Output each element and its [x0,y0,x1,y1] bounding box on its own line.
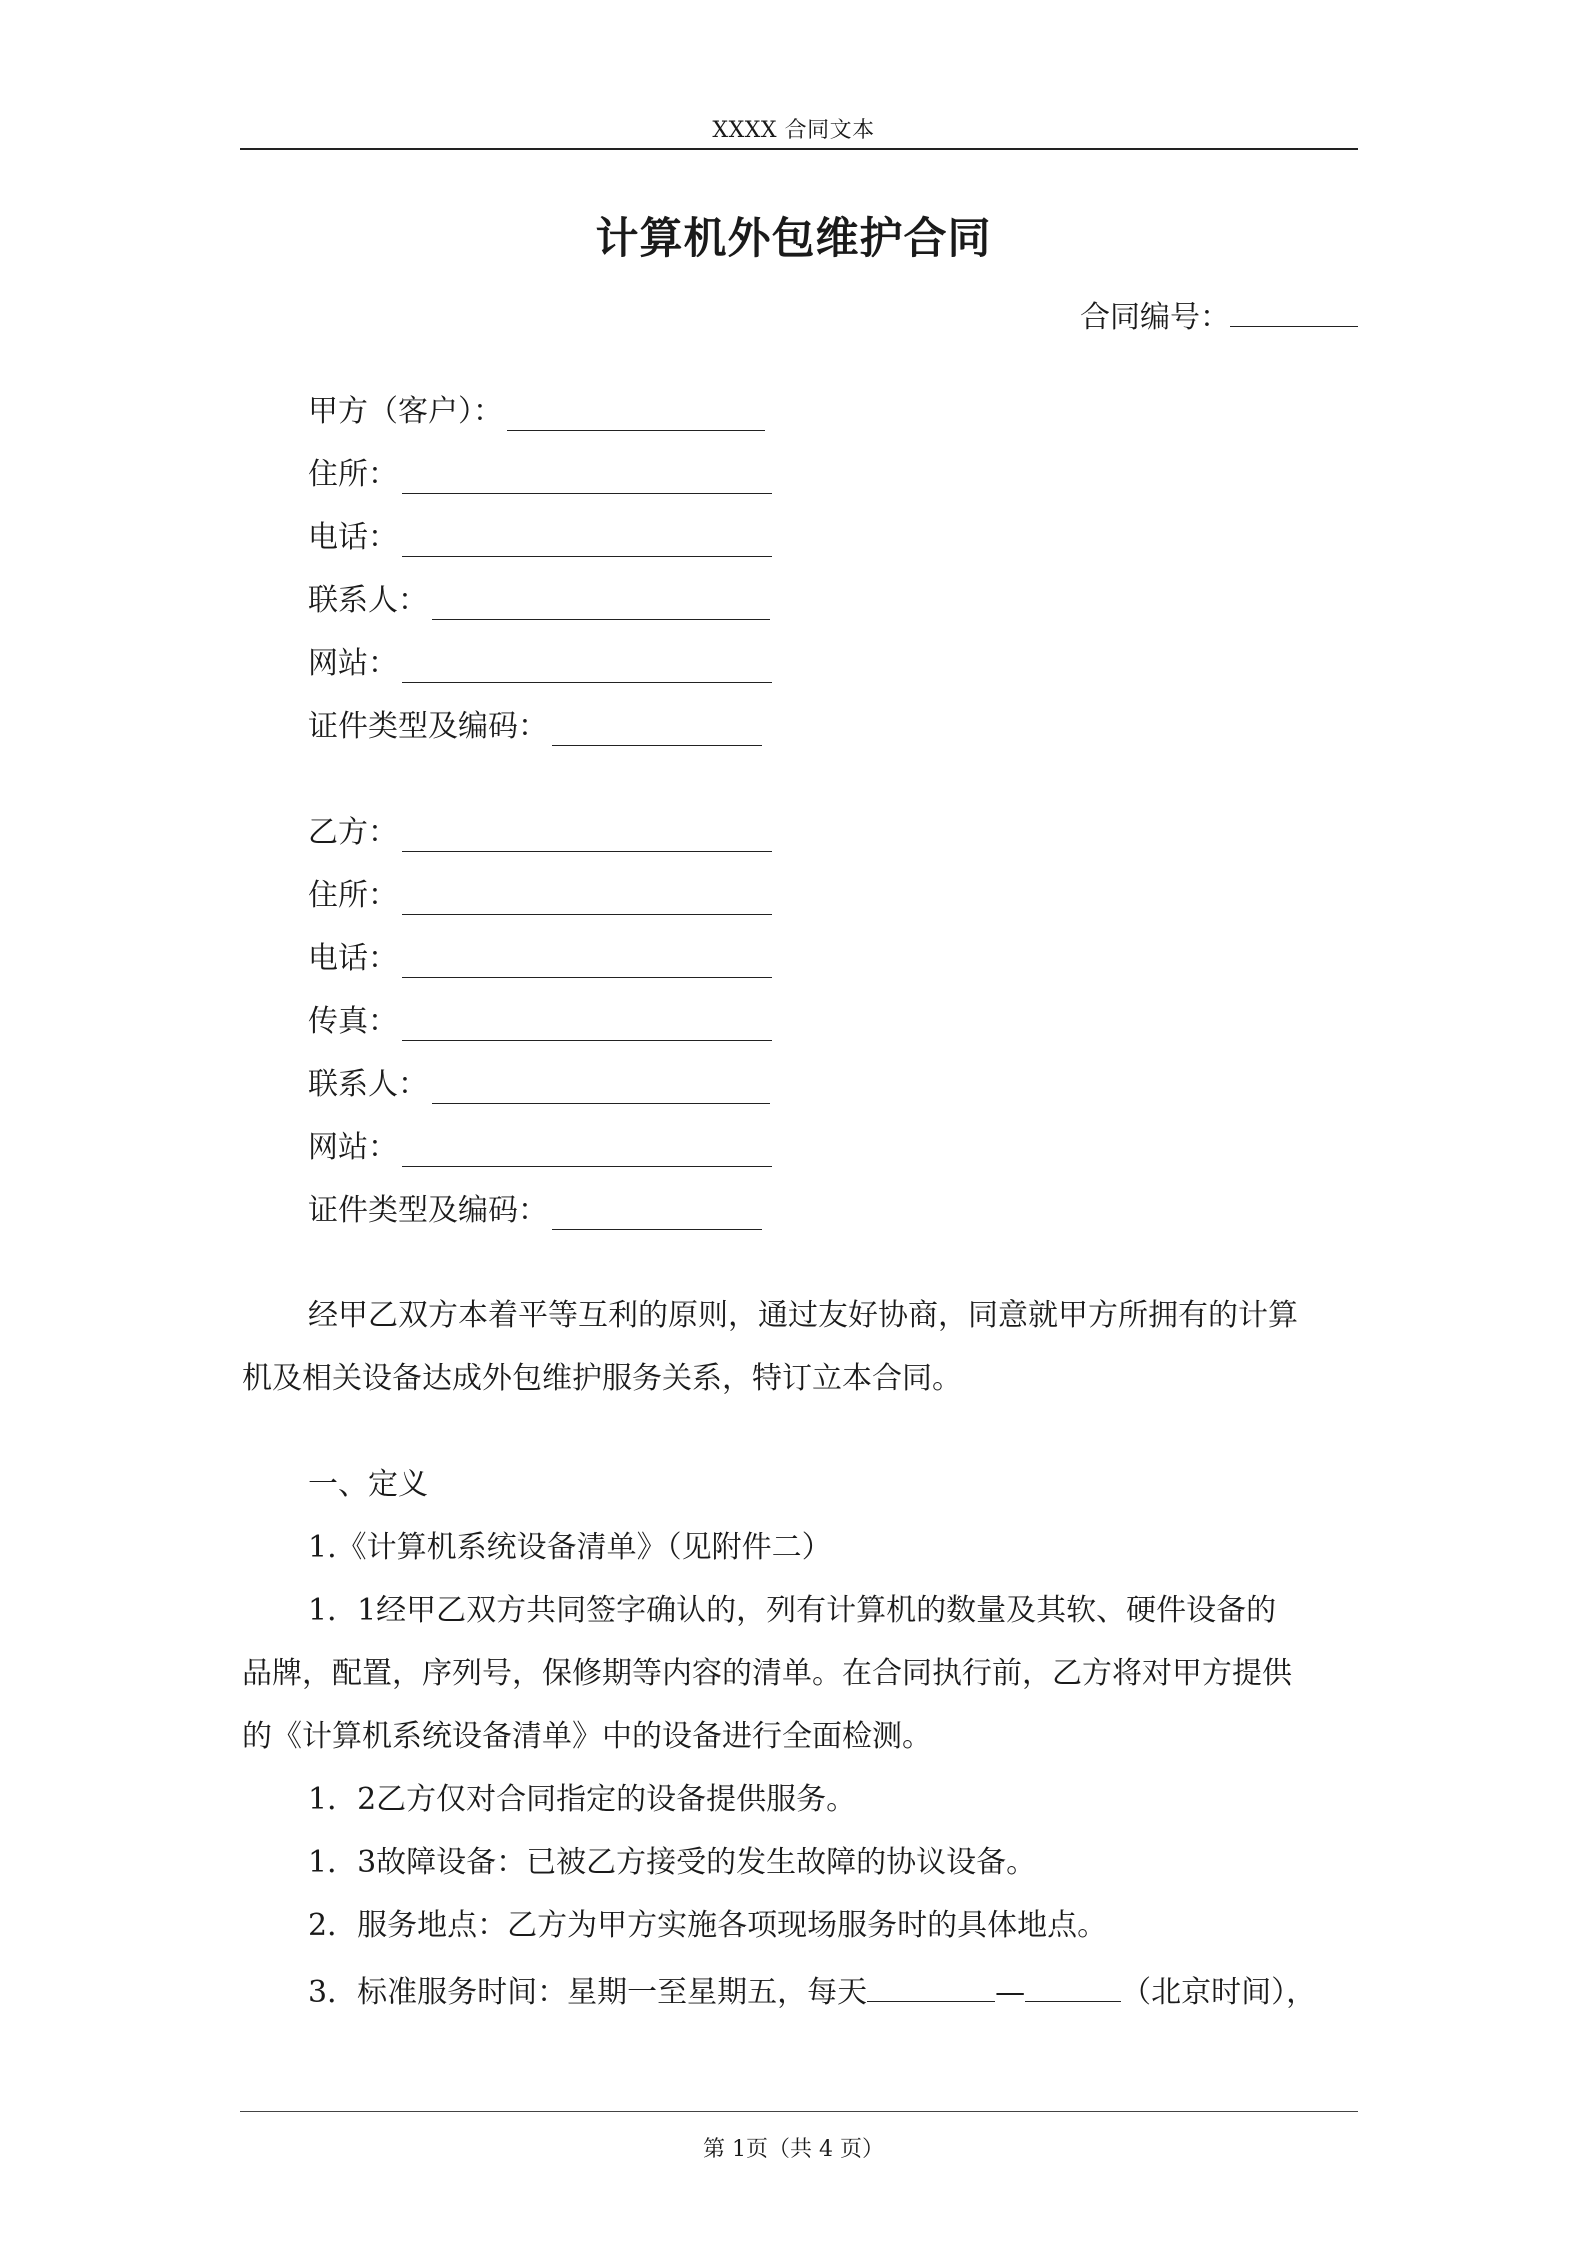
footer-rule [240,2111,1358,2112]
contract-number [1080,292,1358,336]
fill-blank[interactable] [432,581,770,620]
field-label: 联系人： [308,583,428,618]
fill-blank[interactable] [432,1065,770,1104]
clause-1-1-line-1: 1．1经甲乙双方共同签字确认的，列有计算机的数量及其软、硬件设备的 [308,1593,1277,1628]
fill-blank[interactable] [402,813,772,852]
field-label: 甲方（客户）： [308,394,503,429]
field-label: 证件类型及编码： [308,1193,548,1228]
party-b-name-field [308,813,772,853]
party-b-phone-field [308,939,772,979]
party-b-fax-field [308,1002,772,1042]
field-label: 住所： [308,457,398,492]
fill-blank[interactable] [402,1002,772,1041]
field-label: 住所： [308,878,398,913]
fill-blank[interactable] [402,1128,772,1167]
clause-2: 2．服务地点：乙方为甲方实施各项现场服务时的具体地点。 [308,1908,1108,1943]
field-label: 网站： [308,1130,398,1165]
clause-1-1-line-3: 的《计算机系统设备清单》中的设备进行全面检测。 [242,1719,932,1754]
start-time-blank[interactable] [867,1969,995,2002]
party-a-phone-field [308,518,772,558]
party-b-website-field [308,1128,772,1168]
header-rule [240,148,1358,150]
party-a-name-field [308,392,765,432]
contract-number-label: 合同编号： [1080,300,1230,335]
fill-blank[interactable] [402,939,772,978]
document-title: 计算机外包维护合同 [595,214,992,264]
clause-3 [308,1969,1316,2013]
party-b-contact-field [308,1065,770,1105]
party-b-address-field [308,876,772,916]
field-label: 联系人： [308,1067,428,1102]
clause-1-3: 1．3故障设备：已被乙方接受的发生故障的协议设备。 [308,1845,1037,1880]
field-label: 电话： [308,941,398,976]
party-a-id-field [308,707,762,747]
fill-blank[interactable] [402,518,772,557]
fill-blank[interactable] [402,644,772,683]
field-label: 乙方： [308,815,398,850]
field-label: 传真： [308,1004,398,1039]
fill-blank[interactable] [402,455,772,494]
contract-number-blank[interactable] [1230,296,1358,327]
field-label: 证件类型及编码： [308,709,548,744]
clause-1-2: 1．2乙方仅对合同指定的设备提供服务。 [308,1782,857,1817]
clause-3-dash: — [995,1975,1026,2010]
section-1-heading: 一、定义 [308,1467,428,1502]
fill-blank[interactable] [402,876,772,915]
fill-blank[interactable] [552,707,762,746]
fill-blank[interactable] [552,1191,762,1230]
field-label: 网站： [308,646,398,681]
clause-3-prefix: 3．标准服务时间：星期一至星期五，每天 [308,1975,868,2010]
page-footer: 第 1页（共 4 页） [703,2137,884,2162]
party-a-website-field [308,644,772,684]
page-header: XXXX 合同文本 [712,118,875,143]
field-label: 电话： [308,520,398,555]
clause-3-suffix: （北京时间）， [1121,1975,1317,2010]
end-time-blank[interactable] [1025,1969,1121,2002]
clause-1: 1.《计算机系统设备清单》（见附件二） [308,1530,832,1565]
fill-blank[interactable] [507,392,765,431]
clause-1-1-line-2: 品牌，配置，序列号，保修期等内容的清单。在合同执行前，乙方将对甲方提供 [242,1656,1292,1691]
party-b-id-field [308,1191,762,1231]
intro-line-1: 经甲乙双方本着平等互利的原则，通过友好协商，同意就甲方所拥有的计算 [308,1298,1298,1333]
intro-line-2: 机及相关设备达成外包维护服务关系，特订立本合同。 [242,1361,962,1396]
party-a-address-field [308,455,772,495]
party-a-contact-field [308,581,770,621]
